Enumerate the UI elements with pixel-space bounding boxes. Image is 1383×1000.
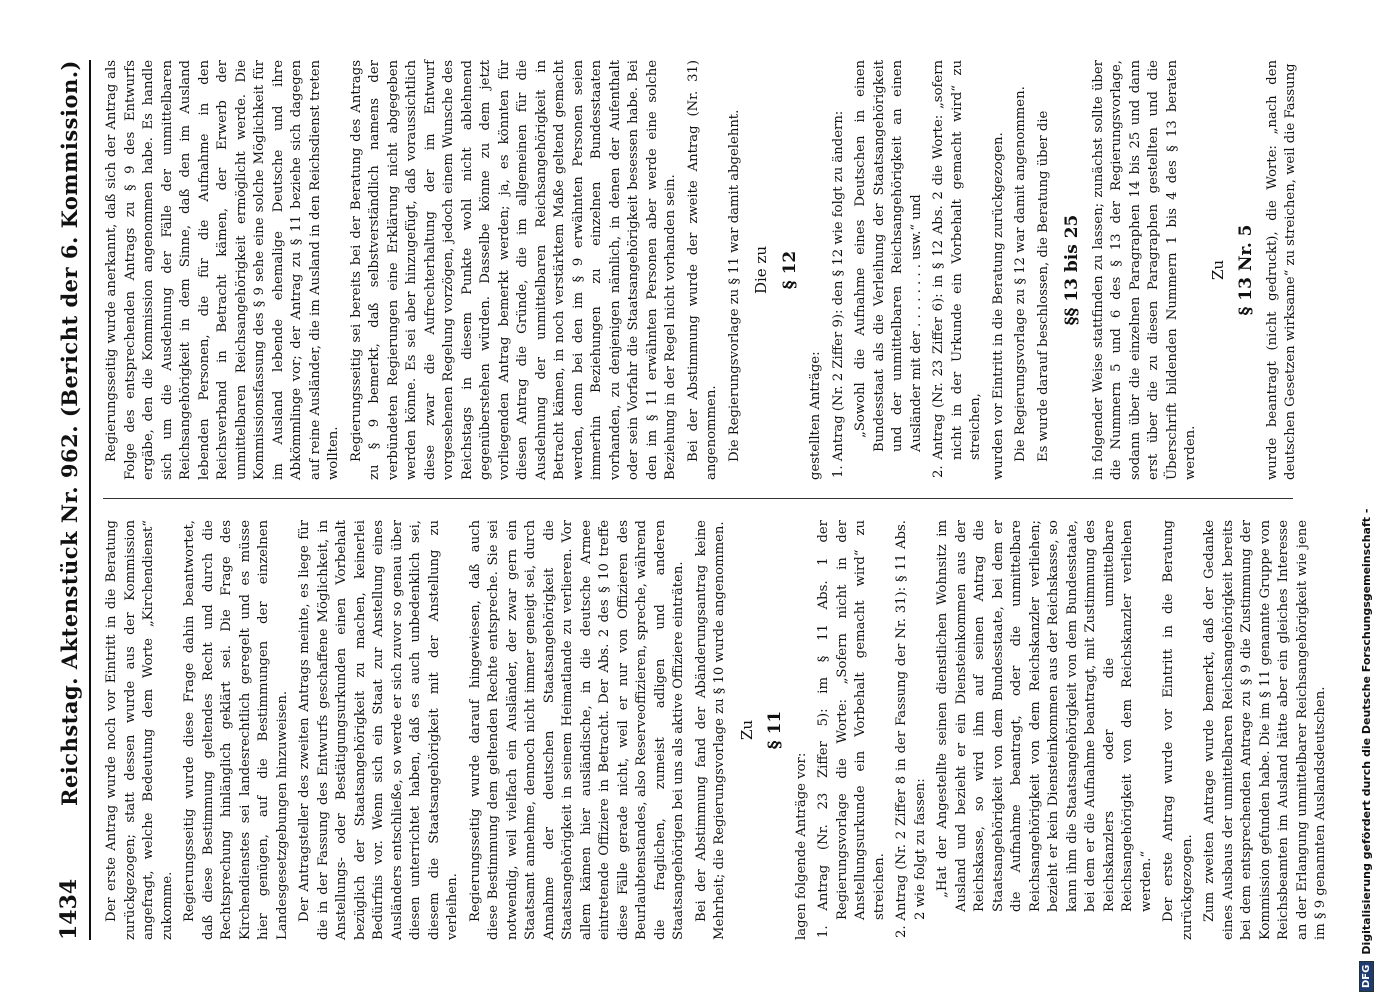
paragraph: Regierungsseitig wurde anerkannt, daß sich der Antrag als Folge des entsprechenden Antrags zu § 9 des Entwurfs ergäbe, den die Kommission angenommen habe. Es handle sich um die Ausdehnung der Fälle der unmittelbaren Reichsangehörigkeit in dem Sinne, daß den im Ausland lebenden Personen, die für die Aufnahme in den Reichsverband in Betracht kämen, der Erwerb der unmittelbaren Reichsangehörigkeit ermöglicht werde. Die Kommissionsfassung des § 9 sehe eine solche Möglichkeit für im Ausland lebende ehemalige Deutsche und ihre Abkömmlinge vor; der Antrag zu § 11 beziehe sich dagegen auf reine Ausländer, die im Ausland in den Reichsdienst treten wollten. <box>104 60 341 480</box>
list-item: 2. Antrag (Nr. 23 Ziffer 6): in § 12 Abs. 2 die Worte: „sofern nicht in der Urkunde ein Vorbehalt gemacht wird“ zu streichen, <box>931 60 983 478</box>
paragraph: Es wurde darauf beschlossen, die Beratung über die <box>1035 110 1051 462</box>
paragraph: wurde beantragt (nicht gedruckt), die Worte: „nach den deutschen Gesetzen wirksame“ zu streichen, weil die Fassung <box>1264 60 1298 480</box>
paragraph: gestellten Anträge: <box>808 351 823 480</box>
list-item: 2. Antrag (Nr. 2 Ziffer 8 in der Fassung der Nr. 31): § 11 Abs. 2 wie folgt zu fassen: <box>894 520 928 938</box>
paragraph: Regierungsseitig wurde darauf hingewiesen, daß auch diese Bestimmung dem geltenden Rechte entspreche. Sie sei notwendig, weil vielfach ein Ausländer, der zwar gern ein Staatsamt annehme, dennoch nicht immer geneigt sei, durch Annahme der deutschen Staatsangehörigkeit die Staatsangehörigkeit in seinem Heimatlande zu verlieren. Vor allem kämen hier ausländische, in die deutsche Armee eintretende Offiziere in Betracht. Der Abs. 2 des § 10 treffe diese Fälle gerade nicht, weil er nur von Offizieren des Beurlaubtenstandes, also Reserveoffizieren, spreche, während die fraglichen, zumeist adligen und anderen Staatsangehörigen bei uns als aktive Offiziere einträten. <box>467 520 686 940</box>
page-number: 1434 <box>56 878 82 940</box>
paragraph: Bei der Abstimmung wurde der zweite Antrag (Nr. 31) angenommen. <box>685 60 719 480</box>
column-divider <box>103 498 1293 499</box>
list-item: 1. Antrag (Nr. 2 Ziffer 9): den § 12 wie folgt zu ändern: <box>830 110 846 478</box>
paragraph: Zum zweiten Antrage wurde bemerkt, daß der Gedanke eines Ausbaus der unmittelbaren Reichsangehörigkeit bereits bei dem entsprechenden Antrage zu § 9 die Zustimmung der Kommission gefunden habe. Die im § 11 genannte Gruppe von Reichsbeamten im Ausland hätte aber ein gleiches Interesse an der Erlangung unmittelbarer Reichsangehörigkeit wie jene im § 9 genannten Auslandsdeutschen. <box>1202 520 1328 940</box>
page-title: Reichstag. Aktenstück Nr. 962. (Bericht der 6. Kommission.) <box>56 60 82 806</box>
section-heading-13-5: § 13 Nr. 5 <box>1236 224 1256 316</box>
right-column <box>103 60 1298 480</box>
left-column <box>103 520 1328 940</box>
section-prefix: Zu <box>737 719 756 741</box>
section-heading-13-25: §§ 13 bis 25 <box>1062 214 1082 326</box>
page-header <box>49 60 91 940</box>
paragraph: Der Antragsteller des zweiten Antrags meinte, es liege für die in der Fassung des Entwurfs geschaffene Möglichkeit, in Anstellungs- oder Bestätigungsurkunden einen Vorbehalt bezüglich der Staatsangehörigkeit zu machen, keinerlei Bedürfnis vor. Wenn sich ein Staat zur Anstellung eines Ausländers entschließe, so werde er sich zuvor so genau über diesen unterrichtet haben, daß es auch unbedenklich sei, diesem die Staatsangehörigkeit mit der Anstellung zu verleihen. <box>297 520 460 940</box>
digitization-text: Digitalisierung gefördert durch die Deutsche Forschungsgemeinschaft - <box>1359 508 1373 955</box>
quoted-text: „Hat der Angestellte seinen dienstlichen Wohnsitz im Ausland und bezieht er ein Diensteinkommen aus der Reichskasse, so wird ihm auf seinen Antrag die Staatsangehörigkeit von dem Bundesstaate, bei dem er die Aufnahme beantragt, oder die unmittelbare Reichsangehörigkeit von dem Reichskanzler verliehen; bezieht er kein Diensteinkommen aus der Reichskasse, so kann ihm die Staatsangehörigkeit von dem Bundesstaate, bei dem er die Aufnahme beantragt, mit Zustimmung des Reichskanzlers oder die unmittelbare Reichsangehörigkeit von dem Reichskanzler verliehen werden.“ <box>935 520 1154 912</box>
paragraph: Regierungsseitig wurde diese Frage dahin beantwortet, daß diese Bestimmung geltendes Recht und durch die Rechtsprechung hinlänglich geklärt sei. Die Frage des Kirchendienstes sei landesrechtlich geregelt und es müsse hier genügen, auf die Bestimmungen der einzelnen Landesgesetzgebungen hinzuweisen. <box>182 520 290 940</box>
paragraph: Die Regierungsvorlage zu § 12 war damit angenommen. <box>1013 86 1028 462</box>
paragraph: Die Regierungsvorlage zu § 11 war damit abgelehnt. <box>726 109 742 462</box>
section-heading-12: § 12 <box>779 250 800 290</box>
paragraph: Bei der Abstimmung fand der Abänderungsantrag keine Mehrheit; die Regierungsvorlage zu § 10 wurde angenommen. <box>693 520 727 940</box>
paragraph: Der erste Antrag wurde vor Eintritt in die Beratung zurückgezogen. <box>1161 520 1195 940</box>
section-prefix: Die zu <box>752 245 770 295</box>
quoted-text: „Sowohl die Aufnahme eines Deutschen in einen Bundesstaat als die Verleihung der Staatsangehörigkeit und der unmittelbaren Reichsangehörigkeit an einen Ausländer mit der . . . . . . . . usw.“ und <box>853 60 924 452</box>
paragraph: in folgender Weise stattfinden zu lassen; zunächst sollte über die Nummern 5 und 6 des § 13 der Regierungsvorlage, sodann über die einzelnen Paragraphen 14 bis 25 und dann erst über die zu diesen Paragraphen gestellten und die Überschrift bildenden Nummern 1 bis 4 des § 13 beraten werden. <box>1090 60 1198 480</box>
section-heading-11: § 11 <box>765 710 785 750</box>
paragraph: Regierungsseitig sei bereits bei der Beratung des Antrags zu § 9 bemerkt, daß selbstverständlich namens der verbündeten Regierungen eine Erklärung nicht abgegeben werden könne. Es sei aber hinzugefügt, daß voraussichtlich diese zwar die Aufrechterhaltung der im Entwurf vorgesehenen Regelung vorzögen, jedoch einem Wunsche des Reichstags in diesem Punkte wohl nicht ablehnend gegenüberstehen würden. Dasselbe könne zu dem jetzt vorliegenden Antrag bemerkt werden; ja, es könnten für diesen Antrag die Gründe, die im allgemeinen für die Ausdehnung der unmittelbaren Reichsangehörigkeit in Betracht kämen, in noch verstärktem Maße geltend gemacht werden, denn bei den im § 9 erwähnten Personen seien immerhin Beziehungen zu einzelnen Bundesstaaten vorhanden, zu denjenigen nämlich, in denen der Aufenthalt oder sein Vorfahr die Staatsangehörigkeit besessen habe. Bei den im § 11 erwähnten Personen aber werde eine solche Beziehung in der Regel nicht vorhanden sein. <box>348 60 678 480</box>
paragraph: Der erste Antrag wurde noch vor Eintritt in die Beratung zurückgezogen; statt dessen wurde aus der Kommission angefragt, welche Bedeutung dem Worte „Kirchendienst“ zukomme. <box>104 520 175 940</box>
section-prefix: Zu <box>1208 259 1227 281</box>
digitization-note <box>1349 0 1383 1000</box>
paragraph: lagen folgende Anträge vor: <box>793 752 809 940</box>
list-item: 1. Antrag (Nr. 23 Ziffer 5): im § 11 Abs. 1 der Regierungsvorlage die Worte: „Sofern nicht in der Anstellungsurkunde ein Vorbehalt gemacht wird“ zu streichen. <box>816 520 887 938</box>
paragraph: wurden vor Eintritt in die Beratung zurückgezogen. <box>990 132 1006 480</box>
dfg-logo: DFG <box>1359 961 1374 992</box>
